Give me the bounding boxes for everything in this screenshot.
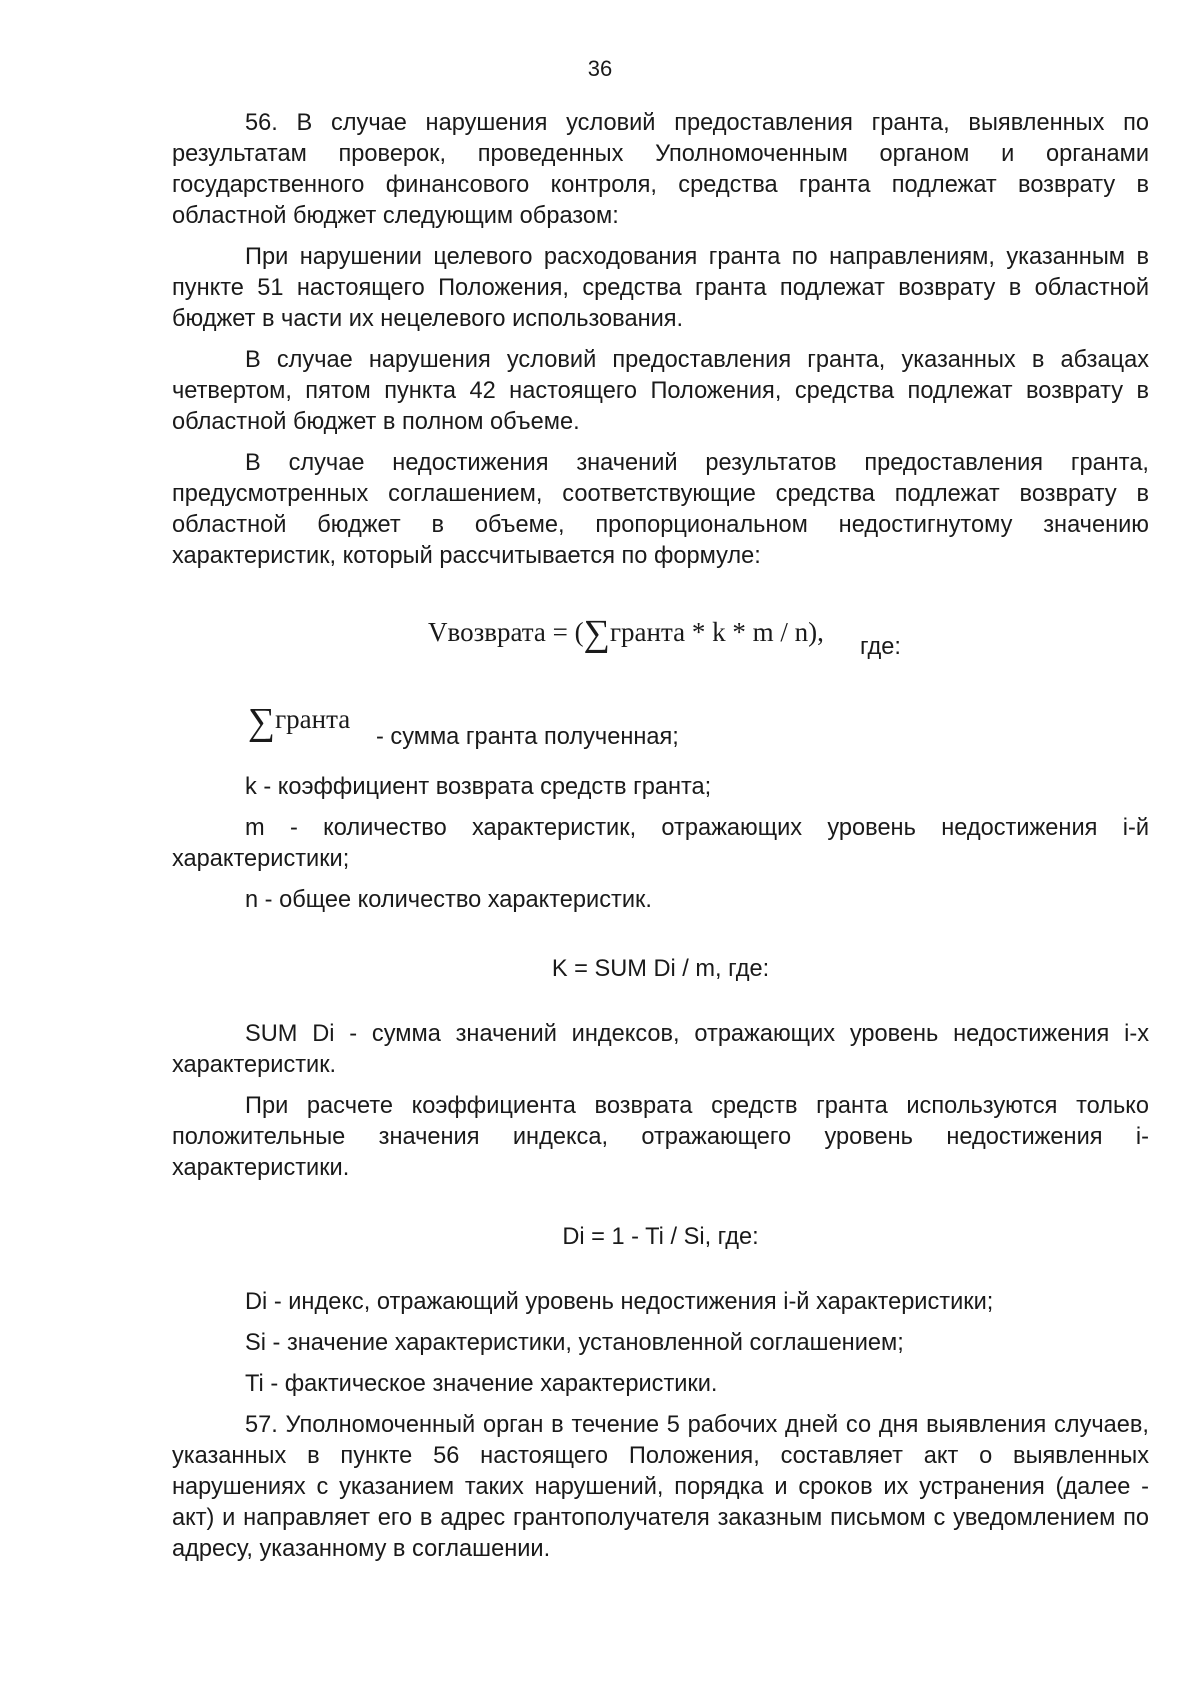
- formula-k: K = SUM Di / m, где:: [551, 956, 770, 982]
- paragraph-coefficient: При расчете коэффициента возврата средств гранта используются только положительные значения индекса, отражающего уровень недостижения i-характеристики.: [172, 1093, 1149, 1181]
- definition-m: m - количество характеристик, отражающих уровень недостижения i-й характеристики;: [172, 815, 1149, 872]
- definition-n: n - общее количество характеристик.: [245, 887, 652, 913]
- paragraph-violation: В случае нарушения условий предоставления гранта, указанных в абзацах четвертом, пятом пункта 42 настоящего Положения, средства подлежат возврату в областной бюджет в полном объеме.: [172, 347, 1149, 435]
- formula-rhs: гранта * k * m / n),: [609, 617, 824, 647]
- definition-di: Di - индекс, отражающий уровень недостижения i-й характеристики;: [245, 1289, 994, 1315]
- paragraph-57: 57. Уполномоченный орган в течение 5 рабочих дней со дня выявления случаев, указанных в пункте 56 настоящего Положения, составляет акт о выявленных нарушениях с указанием таких нарушений, порядка и сроков их устранения (далее - акт) и направляет его в адрес грантополучателя заказным письмом с уведомлением по адресу, указанному в соглашении.: [172, 1412, 1149, 1562]
- definition-ti: Ti - фактическое значение характеристики.: [245, 1371, 718, 1397]
- definition-si: Si - значение характеристики, установленной соглашением;: [245, 1330, 904, 1356]
- definition-k: k - коэффициент возврата средств гранта;: [245, 774, 712, 800]
- sigma-icon: ∑: [248, 701, 276, 743]
- formula-return-amount: [172, 612, 1149, 704]
- formula-di: Di = 1 - Ti / Si, где:: [562, 1224, 759, 1250]
- formula-lhs: Vвозврата = (: [428, 617, 584, 647]
- sigma-grant-label: гранта: [275, 704, 351, 734]
- formula-where: где:: [860, 634, 901, 660]
- sigma-grant-text: - сумма гранта полученная;: [376, 724, 679, 750]
- sigma-icon: ∑: [583, 613, 610, 654]
- paragraph-misuse: При нарушении целевого расходования гранта по направлениям, указанным в пункте 51 настоящего Положения, средства гранта подлежат возврату в областной бюджет в части их нецелевого использования.: [172, 244, 1149, 332]
- definition-sigma-grant: [172, 701, 1149, 764]
- formula-expression: [428, 612, 824, 655]
- page-number: 36: [587, 56, 613, 81]
- definition-sum-di: SUM Di - сумма значений индексов, отражающих уровень недостижения i-х характеристик.: [172, 1021, 1149, 1078]
- sigma-grant-symbol: [248, 700, 350, 744]
- paragraph-nonachievement: В случае недостижения значений результатов предоставления гранта, предусмотренных соглашением, соответствующие средства подлежат возврату в областной бюджет в объеме, пропорциональном недостигнутому значению характеристик, который рассчитывается по формуле:: [172, 450, 1149, 569]
- paragraph-56: 56. В случае нарушения условий предоставления гранта, выявленных по результатам проверок, проведенных Уполномоченным органом и органами государственного финансового контроля, средства гранта подлежат возврату в областной бюджет следующим образом:: [172, 110, 1149, 229]
- document-body: [172, 108, 1149, 1575]
